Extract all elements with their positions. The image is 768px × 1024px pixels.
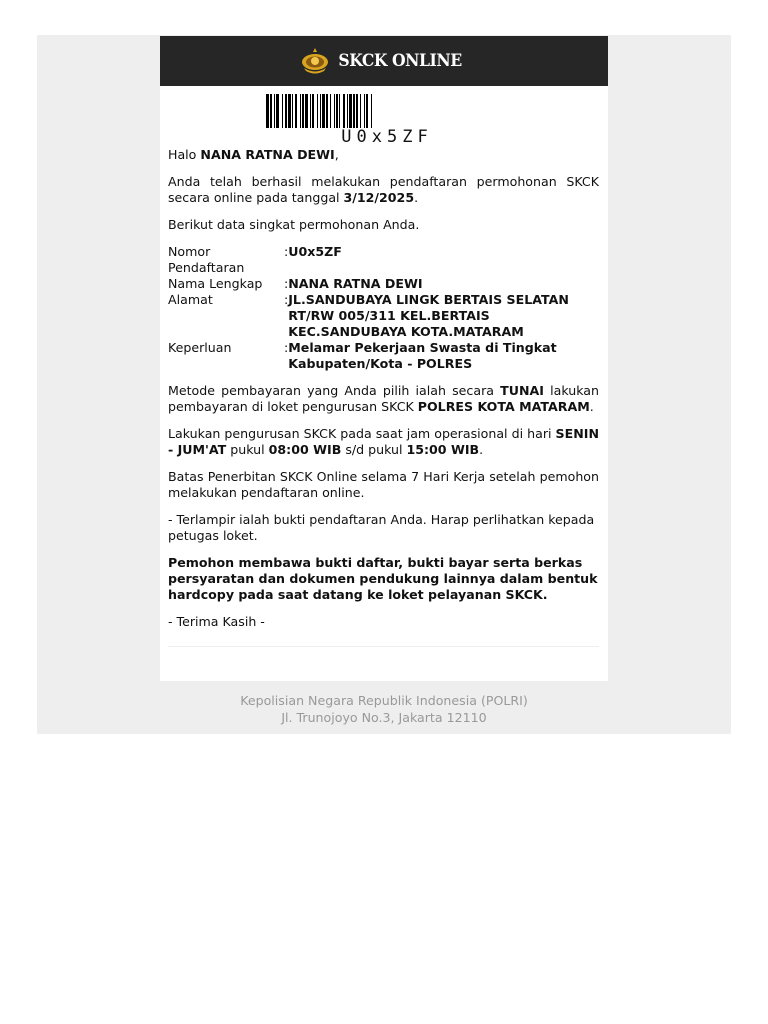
- closing-text: - Terima Kasih -: [168, 614, 265, 629]
- email-background: [37, 35, 731, 734]
- deadline-paragraph: Batas Penerbitan SKCK Online selama 7 Hari Kerja setelah pemohon melakukan pendaftaran online.: [168, 469, 599, 500]
- registration-summary-table: [168, 244, 599, 372]
- barcode-block: [160, 86, 608, 147]
- payment-method: TUNAI: [500, 383, 544, 398]
- opening-time: 08:00 WIB: [268, 442, 342, 457]
- registration-date: 3/12/2025: [343, 190, 415, 205]
- header-banner: [160, 36, 608, 86]
- divider: [168, 646, 599, 647]
- email-card: [160, 36, 608, 681]
- operating-days: SENIN - JUM'AT: [168, 426, 599, 457]
- info-row: Keperluan : Melamar Pekerjaan Swasta di Tingkat Kabupaten/Kota - POLRES: [168, 340, 557, 371]
- requirement-paragraph: Pemohon membawa bukti daftar, bukti bayar serta berkas persyaratan dan dokumen pendukung lainnya dalam bentuk hardcopy pada saat datang ke loket pelayanan SKCK.: [168, 555, 598, 602]
- barcode-image: [266, 94, 502, 128]
- payment-paragraph: Metode pembayaran yang Anda pilih ialah secara TUNAI lakukan pembayaran di loket pengurusan SKCK POLRES KOTA MATARAM.: [168, 383, 599, 414]
- intro-paragraph: Anda telah berhasil melakukan pendaftaran permohonan SKCK secara online pada tanggal 3/12/2025.: [168, 174, 599, 205]
- footer: [37, 692, 731, 726]
- attachment-paragraph: - Terlampir ialah bukti pendaftaran Anda. Harap perlihatkan kepada petugas loket.: [168, 512, 595, 543]
- closing-time: 15:00 WIB: [406, 442, 480, 457]
- recipient-name: NANA RATNA DEWI: [200, 147, 335, 162]
- info-row: Nama Lengkap : NANA RATNA DEWI: [168, 276, 423, 291]
- payment-office: POLRES KOTA MATARAM: [417, 399, 590, 414]
- brand-title: SKCK ONLINE: [338, 51, 463, 71]
- greeting: Halo NANA RATNA DEWI,: [168, 147, 339, 162]
- summary-intro: Berikut data singkat permohonan Anda.: [168, 217, 420, 232]
- info-row: Alamat : JL.SANDUBAYA LINGK BERTAIS SELATAN RT/RW 005/311 KEL.BERTAIS KEC.SANDUBAYA KOTA.MATARAM: [168, 292, 569, 339]
- footer-address: Jl. Trunojoyo No.3, Jakarta 12110: [281, 710, 487, 725]
- barcode-code: U0x5ZF: [341, 127, 433, 147]
- hours-paragraph: Lakukan pengurusan SKCK pada saat jam operasional di hari SENIN - JUM'AT pukul 08:00 WIB s/d pukul 15:00 WIB.: [168, 426, 599, 457]
- email-body: [160, 147, 608, 647]
- polri-emblem-icon: [300, 46, 330, 76]
- info-row: Nomor Pendaftaran : U0x5ZF: [168, 244, 342, 275]
- footer-org: Kepolisian Negara Republik Indonesia (POLRI): [240, 693, 528, 708]
